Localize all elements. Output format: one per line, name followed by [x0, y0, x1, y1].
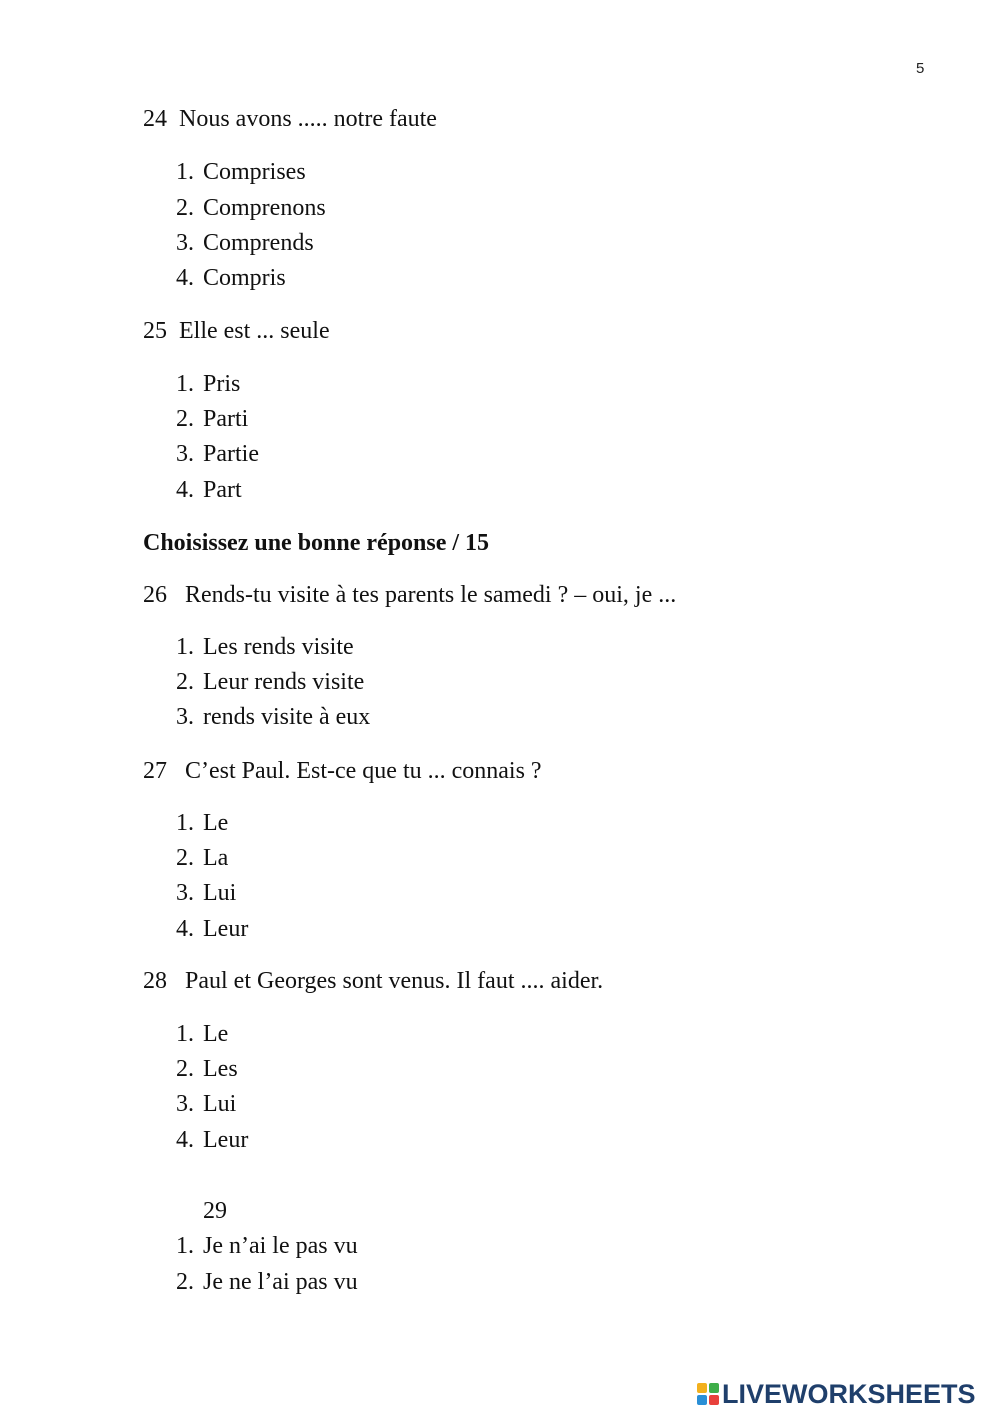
option-number: 1.	[176, 371, 194, 397]
option-24-2[interactable]	[172, 193, 772, 223]
question-27	[143, 756, 542, 786]
option-label: Le	[203, 810, 229, 836]
question-text: Paul et Georges sont venus. Il faut .... aider.	[185, 968, 604, 994]
option-label: Les	[203, 1056, 238, 1082]
option-26-2[interactable]	[172, 667, 772, 697]
option-29-2[interactable]	[172, 1267, 772, 1297]
option-28-1[interactable]	[172, 1019, 772, 1049]
logo-square	[709, 1395, 719, 1405]
option-number: 4.	[176, 477, 194, 503]
option-number: 3.	[176, 230, 194, 256]
question-text: C’est Paul. Est-ce que tu ... connais ?	[185, 758, 542, 784]
option-25-3[interactable]	[172, 439, 772, 469]
option-number: 4.	[176, 1127, 194, 1153]
option-number: 1.	[176, 159, 194, 185]
question-28	[143, 966, 603, 996]
option-number: 2.	[176, 845, 194, 871]
option-number: 4.	[176, 916, 194, 942]
option-number: 4.	[176, 265, 194, 291]
option-28-4[interactable]	[172, 1125, 772, 1155]
option-27-2[interactable]	[172, 843, 772, 873]
option-label: La	[203, 845, 229, 871]
question-text: Rends-tu visite à tes parents le samedi ? – oui, je ...	[185, 582, 677, 608]
option-label: rends visite à eux	[203, 704, 371, 730]
question-number: 28	[143, 968, 167, 994]
option-number: 1.	[176, 810, 194, 836]
option-28-2[interactable]	[172, 1054, 772, 1084]
question-number: 24	[143, 106, 167, 132]
option-number: 2.	[176, 1269, 194, 1295]
question-29-number: 29	[203, 1198, 227, 1224]
option-27-1[interactable]	[172, 808, 772, 838]
option-label: Leur rends visite	[203, 669, 365, 695]
option-26-1[interactable]	[172, 632, 772, 662]
option-number: 3.	[176, 704, 194, 730]
option-label: Lui	[203, 1091, 237, 1117]
question-24	[143, 104, 437, 134]
option-label: Partie	[203, 441, 259, 467]
option-number: 1.	[176, 1021, 194, 1047]
option-29-1[interactable]	[172, 1231, 772, 1261]
option-number: 1.	[176, 1233, 194, 1259]
option-label: Je n’ai le pas vu	[203, 1233, 358, 1259]
question-26	[143, 580, 676, 610]
option-27-4[interactable]	[172, 914, 772, 944]
liveworksheets-logo-icon	[697, 1383, 719, 1405]
option-number: 2.	[176, 406, 194, 432]
option-number: 2.	[176, 195, 194, 221]
option-label: Compris	[203, 265, 286, 291]
option-number: 3.	[176, 1091, 194, 1117]
option-number: 3.	[176, 441, 194, 467]
option-number: 1.	[176, 634, 194, 660]
option-number: 3.	[176, 880, 194, 906]
option-label: Pris	[203, 371, 241, 397]
logo-square	[709, 1383, 719, 1393]
option-27-3[interactable]	[172, 878, 772, 908]
logo-text: LIVEWORKSHEETS	[722, 1378, 976, 1409]
liveworksheets-logo	[697, 1377, 976, 1411]
option-label: Leur	[203, 916, 249, 942]
option-number: 2.	[176, 1056, 194, 1082]
page-number: 5	[916, 60, 925, 77]
option-label: Parti	[203, 406, 249, 432]
option-28-3[interactable]	[172, 1089, 772, 1119]
option-label: Comprends	[203, 230, 314, 256]
question-text: Nous avons ..... notre faute	[179, 106, 437, 132]
question-text: Elle est ... seule	[179, 318, 330, 344]
option-24-4[interactable]	[172, 263, 772, 293]
option-label: Comprises	[203, 159, 306, 185]
option-label: Les rends visite	[203, 634, 354, 660]
logo-square	[697, 1383, 707, 1393]
option-26-3[interactable]	[172, 702, 772, 732]
option-number: 2.	[176, 669, 194, 695]
option-label: Comprenons	[203, 195, 326, 221]
option-24-3[interactable]	[172, 228, 772, 258]
option-label: Leur	[203, 1127, 249, 1153]
option-label: Le	[203, 1021, 229, 1047]
section-heading: Choisissez une bonne réponse / 15	[143, 530, 490, 556]
question-number: 26	[143, 582, 167, 608]
logo-square	[697, 1395, 707, 1405]
option-25-2[interactable]	[172, 404, 772, 434]
option-label: Part	[203, 477, 242, 503]
question-number: 27	[143, 758, 167, 784]
option-label: Lui	[203, 880, 237, 906]
option-25-4[interactable]	[172, 475, 772, 505]
option-label: Je ne l’ai pas vu	[203, 1269, 358, 1295]
option-24-1[interactable]	[172, 157, 772, 187]
question-25	[143, 316, 330, 346]
question-number: 25	[143, 318, 167, 344]
option-25-1[interactable]	[172, 369, 772, 399]
